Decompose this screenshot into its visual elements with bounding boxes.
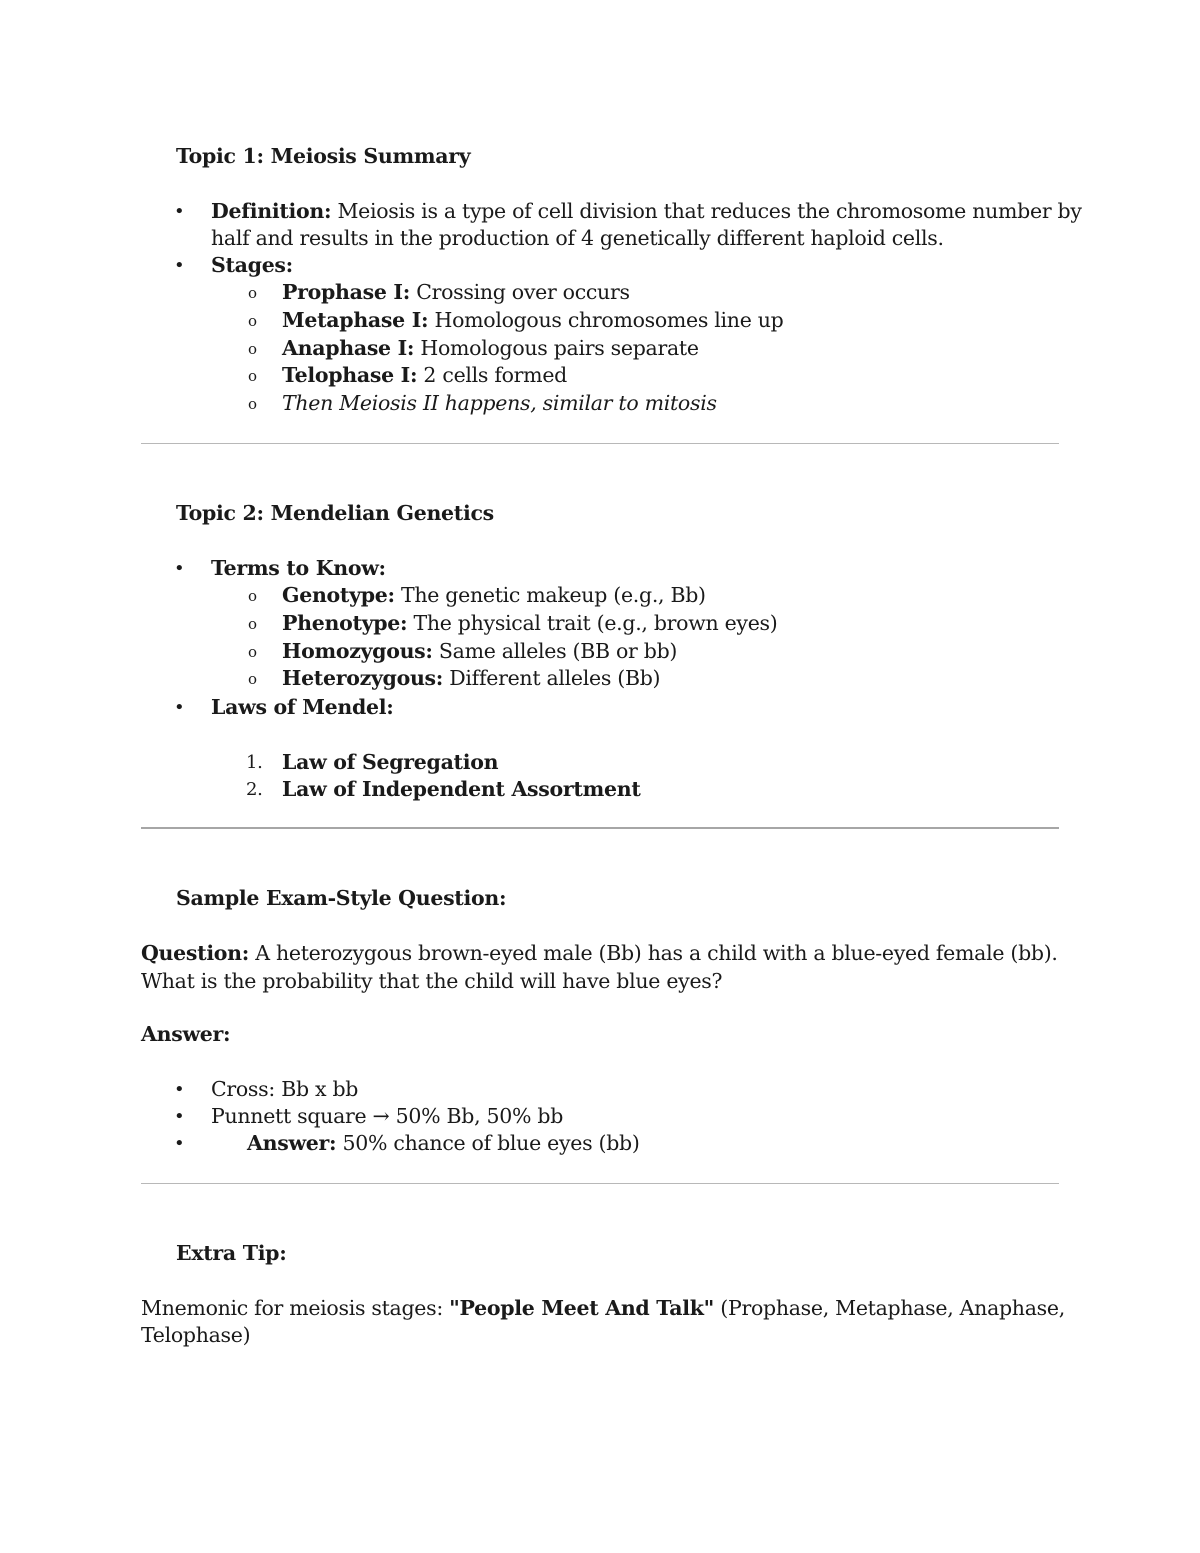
tip-suffix: (Prophase, Metaphase, Anaphase,: [714, 1296, 1065, 1320]
answer-item: Punnett square → 50% Bb, 50% bb: [211, 1104, 564, 1128]
stage-text: Homologous pairs separate: [414, 336, 699, 360]
sub-bullet-icon: o: [248, 587, 257, 605]
stage-text: Homologous chromosomes line up: [428, 308, 784, 332]
law-item: Law of Independent Assortment: [282, 777, 641, 801]
stage-label: Prophase I:: [282, 280, 410, 304]
sub-bullet-icon: o: [248, 670, 257, 688]
final-answer-label: Answer:: [247, 1131, 337, 1155]
law-item: Law of Segregation: [282, 750, 499, 774]
definition-line2: half and results in the production of 4 genetically different haploid cells.: [211, 226, 944, 250]
bullet-icon: •: [174, 1133, 185, 1154]
term-label: Phenotype:: [282, 611, 408, 635]
question-line2: What is the probability that the child will have blue eyes?: [141, 969, 723, 993]
term-text: Same alleles (BB or bb): [432, 639, 678, 663]
section-divider: [141, 827, 1059, 829]
term-label: Heterozygous:: [282, 666, 444, 690]
term-item: [282, 583, 706, 607]
stage-item: [282, 280, 630, 304]
tip-line1: [141, 1296, 1065, 1320]
bullet-icon: •: [174, 1079, 185, 1100]
sample-heading: Sample Exam-Style Question:: [176, 886, 507, 910]
term-label: Genotype:: [282, 583, 395, 607]
topic1-heading: Topic 1: Meiosis Summary: [176, 144, 471, 168]
tip-heading: Extra Tip:: [176, 1241, 287, 1265]
sub-bullet-icon: o: [248, 395, 257, 413]
term-label: Homozygous:: [282, 639, 433, 663]
term-text: The physical trait (e.g., brown eyes): [407, 611, 778, 635]
answer-label: Answer:: [141, 1022, 231, 1046]
term-item: [282, 639, 677, 663]
section-divider: [141, 1183, 1059, 1184]
sub-bullet-icon: o: [248, 340, 257, 358]
final-answer-text: 50% chance of blue eyes (bb): [336, 1131, 640, 1155]
bullet-icon: •: [174, 255, 185, 276]
answer-item: Cross: Bb x bb: [211, 1077, 359, 1101]
stage-item: [282, 336, 699, 360]
mnemonic: "People Meet And Talk": [449, 1296, 715, 1320]
stage-text: 2 cells formed: [417, 363, 567, 387]
term-item: [282, 666, 660, 690]
list-number: 1.: [246, 752, 263, 773]
question-text: A heterozygous brown-eyed male (Bb) has a child with a blue-eyed female (bb).: [249, 941, 1058, 965]
topic2-heading: Topic 2: Mendelian Genetics: [176, 501, 494, 525]
final-answer: [247, 1131, 640, 1155]
term-text: Different alleles (Bb): [443, 666, 661, 690]
laws-label: Laws of Mendel:: [211, 695, 394, 719]
definition-label: Definition:: [211, 199, 332, 223]
definition-text: Meiosis is a type of cell division that reduces the chromosome number by: [331, 199, 1082, 223]
sub-bullet-icon: o: [248, 615, 257, 633]
tip-line2: Telophase): [141, 1323, 251, 1347]
tip-prefix: Mnemonic for meiosis stages:: [141, 1296, 450, 1320]
sub-bullet-icon: o: [248, 312, 257, 330]
stage-item: [282, 308, 783, 332]
section-divider: [141, 443, 1059, 444]
sub-bullet-icon: o: [248, 367, 257, 385]
stage-label: Anaphase I:: [282, 336, 415, 360]
bullet-icon: •: [174, 1106, 185, 1127]
sub-bullet-icon: o: [248, 284, 257, 302]
term-item: [282, 611, 777, 635]
sub-bullet-icon: o: [248, 643, 257, 661]
definition-line1: [211, 199, 1082, 223]
bullet-icon: •: [174, 201, 185, 222]
bullet-icon: •: [174, 558, 185, 579]
term-text: The genetic makeup (e.g., Bb): [394, 583, 706, 607]
stages-label: Stages:: [211, 253, 293, 277]
stage-text: Crossing over occurs: [410, 280, 630, 304]
stage-item: [282, 363, 567, 387]
question-label: Question:: [141, 941, 250, 965]
list-number: 2.: [246, 779, 263, 800]
stage-label: Metaphase I:: [282, 308, 429, 332]
meiosis-ii-note: Then Meiosis II happens, similar to mitosis: [282, 391, 717, 415]
bullet-icon: •: [174, 697, 185, 718]
stage-label: Telophase I:: [282, 363, 418, 387]
question-line1: [141, 941, 1058, 965]
terms-label: Terms to Know:: [211, 556, 386, 580]
